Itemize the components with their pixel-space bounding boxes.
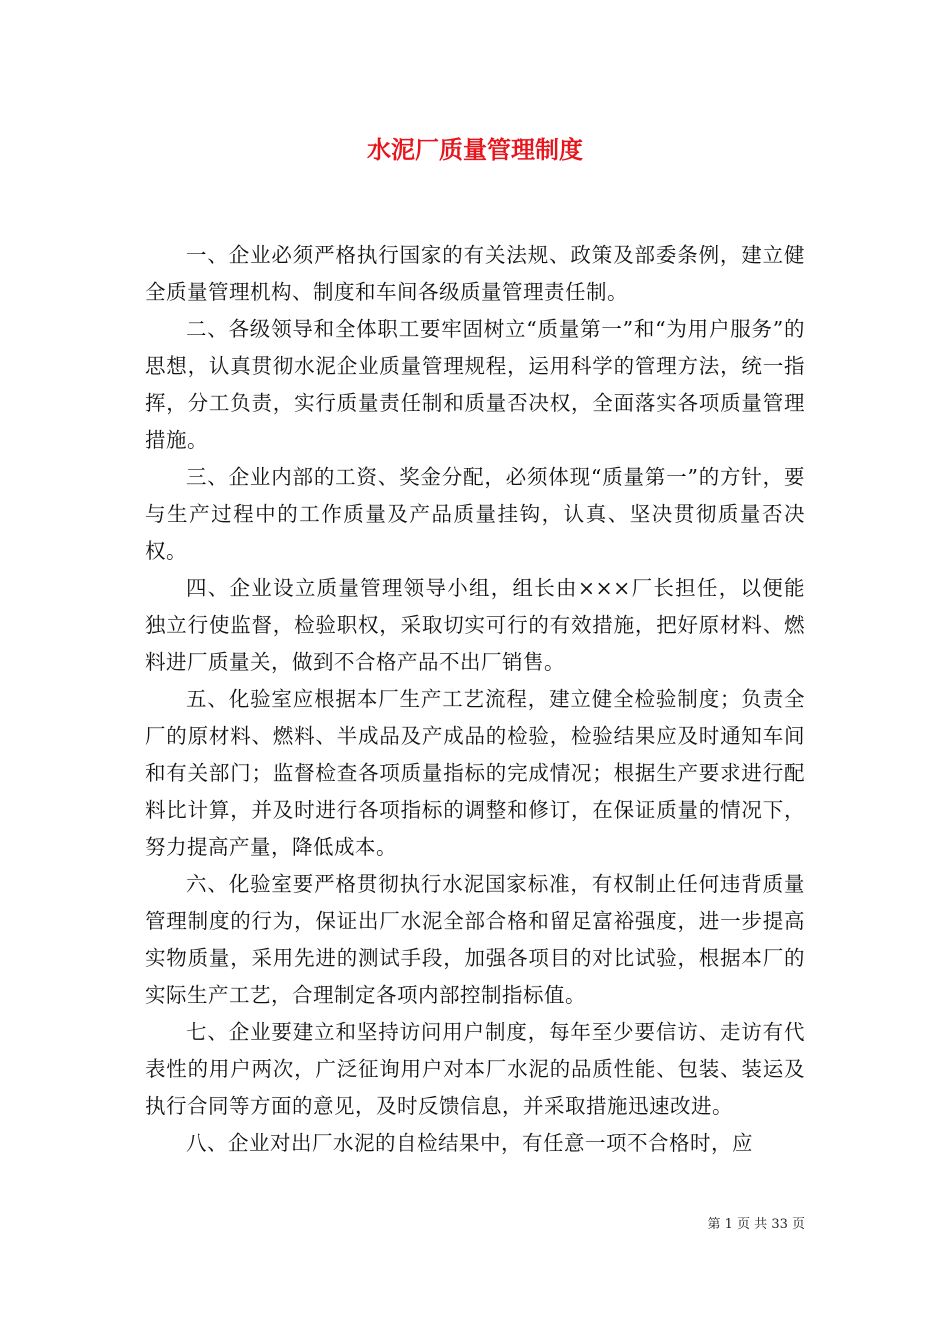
paragraph-8: 八、企业对出厂水泥的自检结果中，有任意一项不合格时，应 — [186, 1131, 753, 1155]
paragraph-2: 二、各级领导和全体职工要牢固树立“质量第一”和“为用户服务”的思想，认真贯彻水泥企业质量管理规程，运用科学的管理方法，统一指挥，分工负责，实行质量责任制和质量否决权，全面落实各项质量管理措施。 — [145, 317, 805, 452]
paragraph-1: 一、企业必须严格执行国家的有关法规、政策及部委条例，建立健全质量管理机构、制度和车间各级质量管理责任制。 — [145, 243, 805, 304]
paragraph-7: 七、企业要建立和坚持访问用户制度，每年至少要信访、走访有代表性的用户两次，广泛征询用户对本厂水泥的品质性能、包装、装运及执行合同等方面的意见，及时反馈信息，并采取措施迅速改进。 — [145, 1020, 805, 1118]
paragraph-5: 五、化验室应根据本厂生产工艺流程，建立健全检验制度；负责全厂的原材料、燃料、半成品及产成品的检验，检验结果应及时通知车间和有关部门；监督检查各项质量指标的完成情况；根据生产要求进行配料比计算，并及时进行各项指标的调整和修订，在保证质量的情况下，努力提高产量，降低成本。 — [145, 687, 805, 859]
document-body — [145, 237, 805, 1162]
page-number-footer: 第 1 页 共 33 页 — [707, 1217, 805, 1232]
paragraph-6: 六、化验室要严格贯彻执行水泥国家标准，有权制止任何违背质量管理制度的行为，保证出厂水泥全部合格和留足富裕强度，进一步提高实物质量，采用先进的测试手段，加强各项目的对比试验，根据本厂的实际生产工艺，合理制定各项内部控制指标值。 — [145, 872, 805, 1007]
document-title: 水泥厂质量管理制度 — [367, 135, 583, 164]
paragraph-4: 四、企业设立质量管理领导小组，组长由×××厂长担任，以便能独立行使监督，检验职权，采取切实可行的有效措施，把好原材料、燃料进厂质量关，做到不合格产品不出厂销售。 — [145, 576, 805, 674]
paragraph-3: 三、企业内部的工资、奖金分配，必须体现“质量第一”的方针，要与生产过程中的工作质量及产品质量挂钩，认真、坚决贯彻质量否决权。 — [145, 465, 805, 563]
